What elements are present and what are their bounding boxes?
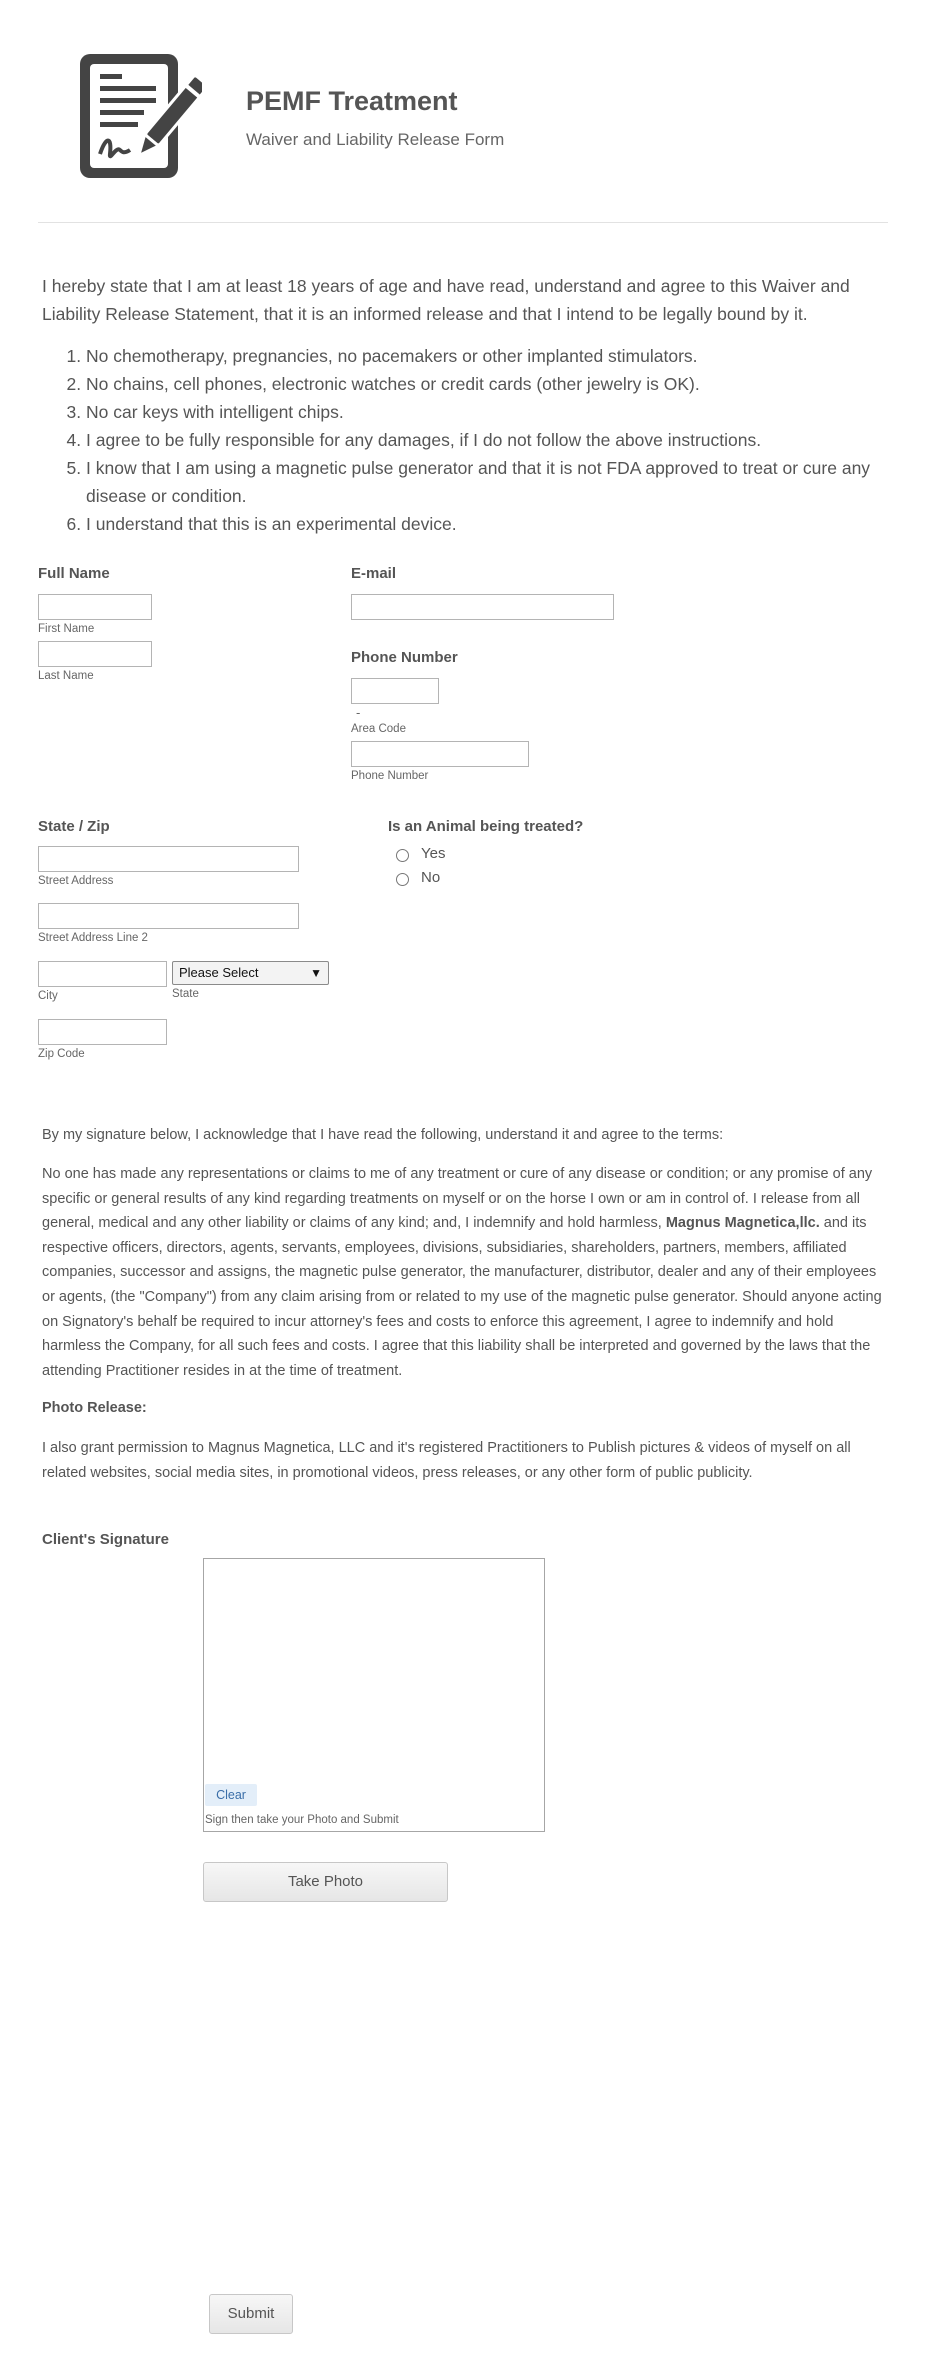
street-address-2-sublabel: Street Address Line 2 bbox=[38, 932, 148, 944]
street-address-2-input[interactable] bbox=[38, 903, 299, 929]
city-sublabel: City bbox=[38, 990, 58, 1002]
city-input[interactable] bbox=[38, 961, 167, 987]
first-name-sublabel: First Name bbox=[38, 623, 95, 635]
document-signature-icon bbox=[76, 50, 202, 182]
email-field[interactable] bbox=[351, 594, 614, 620]
animal-yes-radio[interactable] bbox=[396, 849, 409, 862]
header-divider bbox=[38, 222, 888, 223]
state-sublabel: State bbox=[172, 988, 199, 1000]
rule-item: 5. I know that I am using a magnetic pulse generator and that it is not FDA approved to treat or cure any disease or condition. bbox=[86, 454, 926, 510]
chevron-down-icon: ▼ bbox=[310, 966, 322, 980]
photo-release-text: I also grant permission to Magnus Magnetica, LLC and it's registered Practitioners to Publish pictures & videos of myself on all related websites, social media sites, in promotional videos, press releases, or any other form of public publicity. bbox=[42, 1440, 851, 1481]
first-name-input[interactable] bbox=[38, 594, 152, 620]
photo-release-label: Photo Release: bbox=[42, 1400, 147, 1416]
phone-number-input[interactable] bbox=[351, 741, 529, 767]
clear-signature-button[interactable]: Clear bbox=[205, 1784, 257, 1806]
rule-item: 3. No car keys with intelligent chips. bbox=[86, 398, 926, 426]
state-select[interactable] bbox=[172, 961, 329, 985]
zip-code-sublabel: Zip Code bbox=[38, 1048, 85, 1060]
full-name-label: Full Name bbox=[38, 565, 110, 582]
area-code-sublabel: Area Code bbox=[351, 723, 406, 735]
rules-list bbox=[42, 342, 926, 538]
rule-item: 4. I agree to be fully responsible for any damages, if I do not follow the above instructions. bbox=[86, 426, 926, 454]
form-title: PEMF Treatment bbox=[246, 86, 458, 116]
company-name: Magnus Magnetica,llc. bbox=[665, 1215, 820, 1232]
animal-no-radio[interactable] bbox=[396, 873, 409, 886]
terms-part-2: and its respective officers, directors, agents, servants, employees, divisions, subsidiaries, shareholders, partners, members, affiliated companies, successor and assigns, the magnetic pulse generator, the manufacturer, distributor, dealer and any of their employees or agents, (the "Company") from any claim arising from or related to my use of the magnetic pulse generator. Should anyone acting on Signatory's behalf be required to incur attorney's fees and costs to enforce this agreement, I agree to indemnify and hold harmless the Company, for all such fees and costs. I agree that this liability shall be interpreted and governed by the laws that the attending Practitioner resides in at the time of treatment. bbox=[42, 1215, 882, 1379]
address-label: State / Zip bbox=[38, 818, 110, 835]
street-address-sublabel: Street Address bbox=[38, 875, 114, 887]
area-code-input[interactable] bbox=[351, 678, 439, 704]
phone-number-sublabel: Phone Number bbox=[351, 770, 429, 782]
state-select-value: Please Select bbox=[179, 965, 259, 980]
last-name-sublabel: Last Name bbox=[38, 670, 94, 682]
terms-paragraph bbox=[42, 1162, 884, 1383]
signature-label: Client's Signature bbox=[42, 1531, 169, 1548]
rule-item: 1. No chemotherapy, pregnancies, no pacemakers or other implanted stimulators. bbox=[86, 342, 926, 370]
rule-item: 2. No chains, cell phones, electronic watches or credit cards (other jewelry is OK). bbox=[86, 370, 926, 398]
intro-statement: I hereby state that I am at least 18 years of age and have read, understand and agree to this Waiver and Liability Release Statement, that it is an informed release and that I intend to be legally bound by it. bbox=[42, 276, 850, 324]
phone-label: Phone Number bbox=[351, 649, 458, 666]
terms-part-1: No one has made any representations or claims to me of any treatment or cure of any disease or condition; or any promise of any specific or general results of any kind regarding treatments on myself or on the horse I own or am in control of. I release from all general, medical and any other liability or claims of any kind; and, I indemnify and hold harmless, bbox=[42, 1166, 873, 1232]
form-subtitle: Waiver and Liability Release Form bbox=[246, 130, 505, 149]
last-name-input[interactable] bbox=[38, 641, 152, 667]
submit-button[interactable]: Submit bbox=[209, 2294, 293, 2334]
animal-yes-label: Yes bbox=[421, 845, 446, 862]
animal-no-label: No bbox=[421, 869, 441, 886]
take-photo-button[interactable]: Take Photo bbox=[203, 1862, 448, 1902]
email-label: E-mail bbox=[351, 565, 397, 582]
rule-item: 6. I understand that this is an experimental device. bbox=[86, 510, 926, 538]
signature-hint: Sign then take your Photo and Submit bbox=[205, 1814, 399, 1826]
animal-question-label: Is an Animal being treated? bbox=[388, 818, 584, 835]
acknowledgement-text: By my signature below, I acknowledge that I have read the following, understand it and agree to the terms: bbox=[42, 1127, 724, 1143]
zip-code-input[interactable] bbox=[38, 1019, 167, 1045]
street-address-input[interactable] bbox=[38, 846, 299, 872]
phone-separator: - bbox=[356, 705, 361, 720]
